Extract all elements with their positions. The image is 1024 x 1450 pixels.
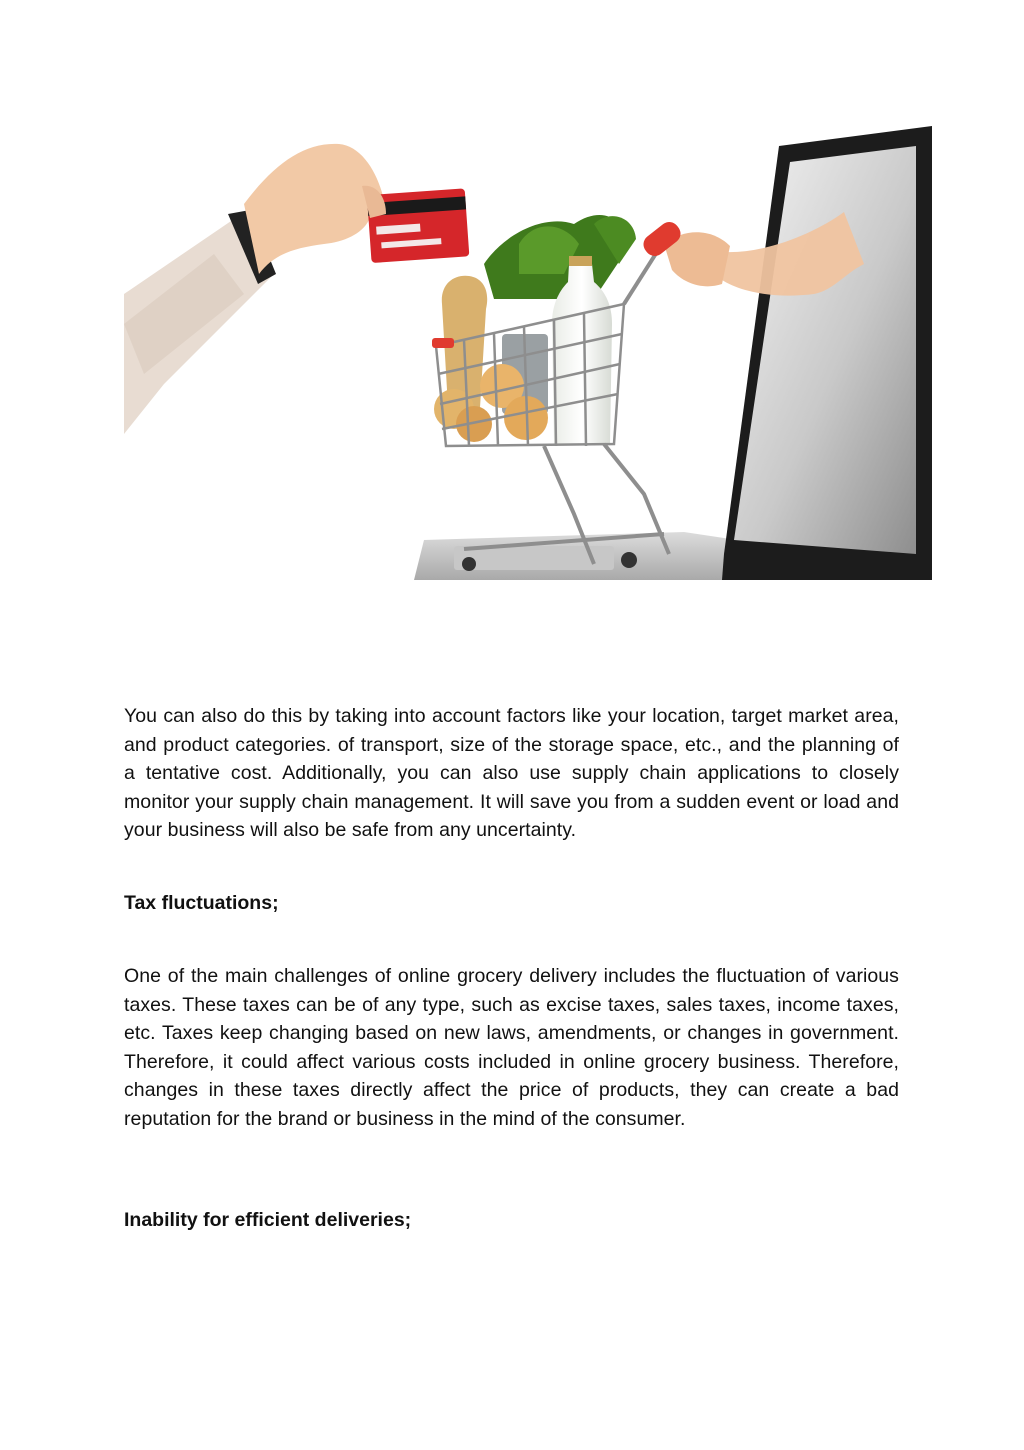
cart-clip-icon xyxy=(432,338,454,348)
hand-with-card-icon xyxy=(124,144,469,434)
hand-from-screen-icon xyxy=(664,212,864,296)
cart-wheel-icon xyxy=(462,557,476,571)
cart-wheel-icon xyxy=(621,552,637,568)
laptop-icon xyxy=(414,126,932,580)
paragraph-tax-fluctuations: One of the main challenges of online grocery delivery includes the fluctuation of various taxes. These taxes can be of any type, such as excise taxes, sales taxes, income taxes, etc. Taxes keep changing based on new laws, amendments, or changes in government. Therefore, it could affect various costs included in online grocery business. Therefore, changes in these taxes directly affect the price of products, they can create a bad reputation for the brand or business in the mind of the consumer. xyxy=(124,965,899,1130)
paragraph-supply-chain: You can also do this by taking into account factors like your location, target market area, and product categories. of transport, size of the storage space, etc., and the planning of a tentative cost. Additionally, you can also use supply chain applications to closely monitor your supply chain management. It will save you from a sudden event or load and your business will also be safe from any uncertainty. xyxy=(124,705,899,842)
grocery-cart-laptop-image xyxy=(124,124,932,580)
heading-inability-deliveries: Inability for efficient deliveries; xyxy=(124,1209,412,1231)
heading-tax-fluctuations: Tax fluctuations; xyxy=(124,892,279,914)
